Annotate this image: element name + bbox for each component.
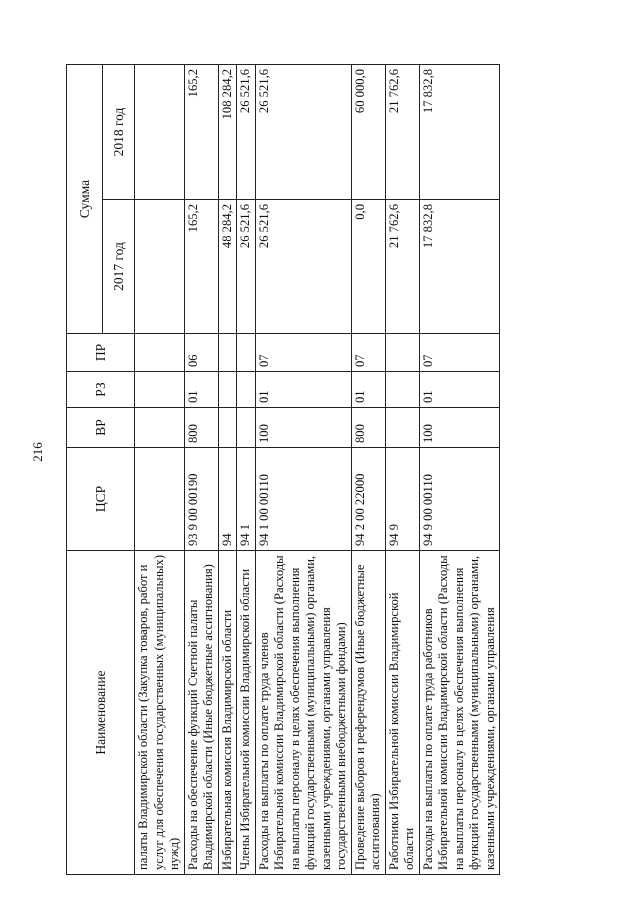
table-row — [351, 64, 385, 874]
name-cell: Расходы на выплаты по оплате труда работников Избирательной комиссии Владимирской области (Расходы на выплаты персоналу в целях обеспечения выполнения функций государственными (муниципальными) органами, казенными учреждениями, органами управления — [419, 551, 500, 875]
sum-2018-cell: 17 832,8 — [419, 64, 500, 199]
vr-cell — [237, 408, 256, 448]
csr-cell: 93 9 00 00190 — [184, 448, 218, 551]
header-rz: РЗ — [67, 372, 135, 408]
pr-cell — [135, 334, 185, 372]
header-2017: 2017 год — [103, 200, 135, 334]
sum-2017-cell: 17 832,8 — [419, 200, 500, 334]
pr-cell — [385, 334, 419, 372]
table-body — [135, 64, 500, 874]
pr-cell — [218, 334, 237, 372]
table-row — [419, 64, 500, 874]
sum-2017-cell: 26 521,6 — [255, 200, 351, 334]
vr-cell: 100 — [419, 408, 500, 448]
name-cell: Работники Избирательной комиссии Владимирской области — [385, 551, 419, 875]
rz-cell: 01 — [419, 372, 500, 408]
sum-2018-cell: 26 521,6 — [237, 64, 256, 199]
sum-2018-cell — [135, 64, 185, 199]
sum-2018-cell: 108 284,2 — [218, 64, 237, 199]
rz-cell — [237, 372, 256, 408]
csr-cell: 94 — [218, 448, 237, 551]
header-name: Наименование — [67, 551, 135, 875]
name-cell: Расходы на выплаты по оплате труда членов Избирательной комиссии Владимирской области (Расходы на выплаты персоналу в целях обеспечения выполнения функций государственными (муниципальными) органами, казенными учреждениями, органами управления государственными внебюджетными фондами) — [255, 551, 351, 875]
header-csr: ЦСР — [67, 448, 135, 551]
sum-2018-cell: 60 000,0 — [351, 64, 385, 199]
header-2018: 2018 год — [103, 64, 135, 199]
vr-cell: 100 — [255, 408, 351, 448]
pr-cell: 07 — [419, 334, 500, 372]
rz-cell: 01 — [255, 372, 351, 408]
vr-cell: 800 — [351, 408, 385, 448]
vr-cell: 800 — [184, 408, 218, 448]
name-cell: Члены Избирательной комиссии Владимирской области — [237, 551, 256, 875]
sum-2017-cell: 0,0 — [351, 200, 385, 334]
sum-2017-cell: 165,2 — [184, 200, 218, 334]
budget-table — [66, 64, 500, 875]
sum-2017-cell — [135, 200, 185, 334]
table-row — [385, 64, 419, 874]
table-row — [218, 64, 237, 874]
pr-cell — [237, 334, 256, 372]
name-cell: палаты Владимирской области (Закупка товаров, работ и услуг для обеспечения государственных (муниципальных) нужд) — [135, 551, 185, 875]
header-vr: ВР — [67, 408, 135, 448]
sum-2018-cell: 21 762,6 — [385, 64, 419, 199]
rz-cell — [135, 372, 185, 408]
name-cell: Избирательная комиссия Владимирской области — [218, 551, 237, 875]
vr-cell — [218, 408, 237, 448]
header-sum: Сумма — [67, 64, 103, 333]
sum-2017-cell: 48 284,2 — [218, 200, 237, 334]
table-row — [237, 64, 256, 874]
rz-cell — [218, 372, 237, 408]
table-row — [255, 64, 351, 874]
vr-cell — [385, 408, 419, 448]
csr-cell: 94 9 00 00110 — [419, 448, 500, 551]
name-cell: Проведение выборов и референдумов (Иные бюджетные ассигнования) — [351, 551, 385, 875]
header-pr: ПР — [67, 334, 135, 372]
rz-cell: 01 — [184, 372, 218, 408]
pr-cell: 07 — [255, 334, 351, 372]
csr-cell: 94 1 — [237, 448, 256, 551]
csr-cell — [135, 448, 185, 551]
name-cell: Расходы на обеспечение функций Счетной палаты Владимирской области (Иные бюджетные ассигнования) — [184, 551, 218, 875]
page-number: 216 — [30, 442, 45, 462]
budget-table-sheet — [66, 65, 595, 875]
sum-2018-cell: 26 521,6 — [255, 64, 351, 199]
pr-cell: 06 — [184, 334, 218, 372]
csr-cell: 94 9 — [385, 448, 419, 551]
csr-cell: 94 1 00 00110 — [255, 448, 351, 551]
sum-2017-cell: 26 521,6 — [237, 200, 256, 334]
rz-cell: 01 — [351, 372, 385, 408]
csr-cell: 94 2 00 22000 — [351, 448, 385, 551]
table-row — [135, 64, 185, 874]
sum-2017-cell: 21 762,6 — [385, 200, 419, 334]
sum-2018-cell: 165,2 — [184, 64, 218, 199]
table-row — [184, 64, 218, 874]
rz-cell — [385, 372, 419, 408]
vr-cell — [135, 408, 185, 448]
pr-cell: 07 — [351, 334, 385, 372]
